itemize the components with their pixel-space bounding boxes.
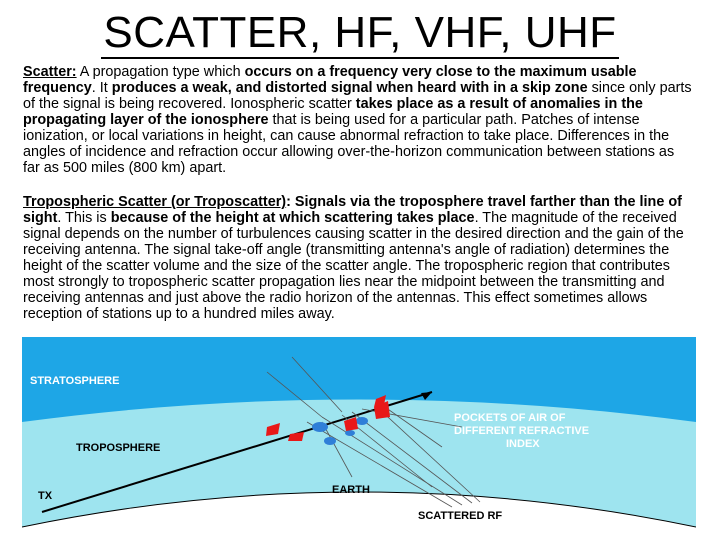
scatter-heading: Scatter: [23,64,77,80]
label-tx: TX [38,490,53,502]
scatter-bold-3: takes place as a result of anomalies in the propagating layer of the ionosphere [23,96,643,128]
scatter-text-4: that is being used for a particular path. Patches of intense ionization, or local variations in height, can cause abnormal refraction to take place. Differences in the angles of incidence and refraction occur allowing over-the-horizon communication between stations as far as 500 miles (800 km) apart. [23,112,675,176]
scatter-text-1: A propagation type which [76,64,245,80]
scatter-text-3: since only parts of the signal is being recovered. Ionospheric scatter [23,80,692,112]
label-stratosphere: STRATOSPHERE [30,375,120,387]
troposcatter-bold-2: because of the height at which scattering takes place [110,210,475,226]
slide-title-text: SCATTER, HF, VHF, UHF [103,8,617,57]
troposcatter-diagram-svg [22,337,696,530]
label-pockets-line-3: INDEX [506,438,540,450]
scatter-bold-1: occurs on a frequency very close to the maximum usable frequency [23,64,637,96]
label-scattered-rf: SCATTERED RF [418,510,503,522]
scatter-text-2: . It [91,80,112,96]
label-pockets-line-2: DIFFERENT REFRACTIVE [454,425,590,437]
troposcatter-text-2: . The magnitude of the received signal depends on the number of turbulences causing scatter in the desired direction and the gain of the receiving antenna. The signal take-off angle (transmitting antenna's angle of radiation) determines the height of the scatter volume and the size of the scatter angle. The tropospheric region that contributes most strongly to tropospheric scatter propagation lies near the midpoint between the transmitting and receiving antennas and just above the radio horizon of the antennas. This effect sometimes allows reception of stations up to a hundred miles away. [23,210,684,322]
scatter-paragraph [23,64,693,176]
troposcatter-diagram [22,337,696,530]
slide-title [0,8,720,58]
troposcatter-paragraph [23,194,693,322]
label-pockets-line-1: POCKETS OF AIR OF [454,412,566,424]
troposcatter-text-1: . This is [57,210,111,226]
label-earth: EARTH [332,484,370,496]
scatter-bold-2: produces a weak, and distorted signal when heard with in a skip zone [111,80,588,96]
label-troposphere: TROPOSPHERE [76,442,161,454]
troposcatter-bold-1: : Signals via the troposphere travel farther than the line of sight [23,194,682,226]
troposcatter-heading: Tropospheric Scatter (or Troposcatter) [23,194,287,210]
